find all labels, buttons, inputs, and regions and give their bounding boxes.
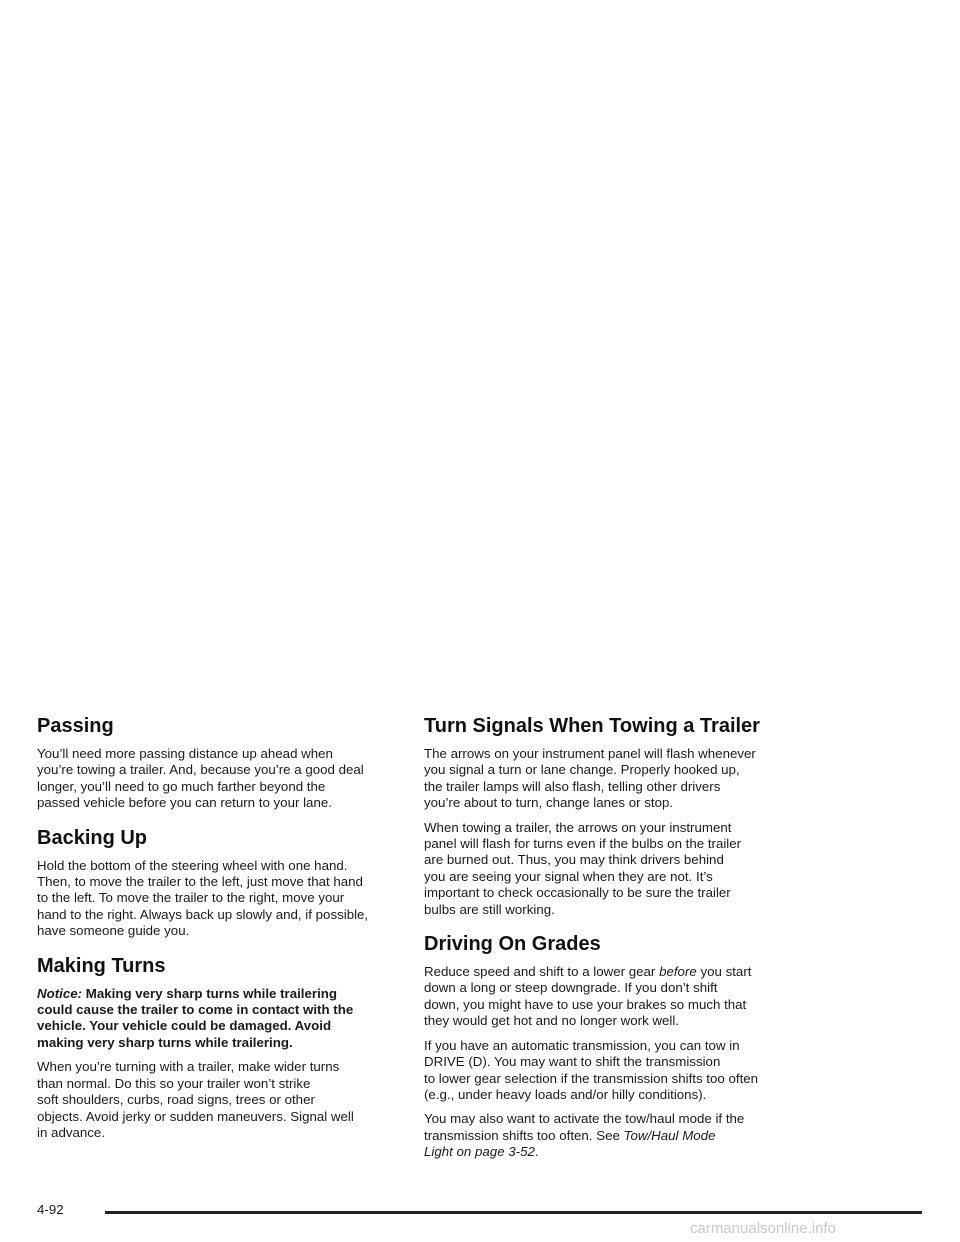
section-backing-up <box>37 826 387 940</box>
left-column <box>37 714 387 1155</box>
grades-para-3-end: . <box>534 1144 539 1160</box>
heading-backing-up: Backing Up <box>37 826 148 849</box>
grades-para-2: If you have an automatic transmission, you can tow in DRIVE (D). You may want to shift the transmission to lower gear selection if the transmission shifts too often (e.g., under heavy loads and/or hilly conditions). <box>424 1037 759 1102</box>
turn-signals-para-1: The arrows on your instrument panel will flash whenever you signal a turn or lane change. Properly hooked up, the trailer lamps will also flash, telling other drivers you’re about to turn, change lanes or stop. <box>424 746 756 811</box>
backing-up-body: Hold the bottom of the steering wheel with one hand. Then, to move the trailer to the left, just move that hand to the left. To move the trailer to the right, move your hand to the right. Always back up slowly and, if possible, have someone guide you. <box>37 857 369 939</box>
grades-para-3 <box>424 1111 784 1160</box>
grades-para-3-start: You may also want to activate the tow/haul mode if the transmission shifts too often. See <box>424 1111 745 1143</box>
tow-haul-reference-link[interactable]: Tow/Haul Mode Light on page 3-52 <box>424 1127 716 1160</box>
heading-passing: Passing <box>37 715 114 737</box>
page-number: 4-92 <box>37 1202 64 1217</box>
section-turn-signals <box>424 714 784 918</box>
right-column <box>424 714 784 1175</box>
turn-signals-para-2: When towing a trailer, the arrows on your instrument panel will flash for turns even if the bulbs on the trailer are burned out. Thus, you may think drivers behind you are seeing your signal when they are not. It’s important to check occasionally to be sure the trailer bulbs are still working. <box>424 819 742 917</box>
section-passing <box>37 714 387 812</box>
section-making-turns <box>37 954 387 1142</box>
footer-rule <box>105 1211 922 1214</box>
notice-paragraph <box>37 986 387 1052</box>
heading-making-turns: Making Turns <box>37 954 166 977</box>
grades-para-1-italic: before <box>659 964 697 980</box>
section-driving-on-grades <box>424 932 784 1160</box>
heading-driving-on-grades: Driving On Grades <box>424 933 601 956</box>
making-turns-body: When you’re turning with a trailer, make wider turns than normal. Do this so your trailer won’t strike soft shoulders, curbs, road signs, trees or other objects. Avoid jerky or sudden maneuvers. Signal well in advance. <box>37 1059 354 1140</box>
passing-body: You’ll need more passing distance up ahead when you’re towing a trailer. And, because you’re a good deal longer, you’ll need to go much farther beyond the passed vehicle before you can return to your lane. <box>37 746 364 811</box>
grades-para-1-end: you start down a long or steep downgrade. If you don’t shift down, you might have to use your brakes so much that they would get hot and no longer work well. <box>424 964 752 1029</box>
notice-text: Making very sharp turns while trailering could cause the trailer to come in contact with the vehicle. Your vehicle could be damaged. Avoid making very sharp turns while trailering. <box>37 985 354 1050</box>
grades-para-1-start: Reduce speed and shift to a lower gear <box>424 964 660 980</box>
notice-label: Notice: <box>37 985 83 1001</box>
watermark: carmanualsonline.info <box>690 1220 836 1237</box>
heading-turn-signals: Turn Signals When Towing a Trailer <box>424 715 760 737</box>
grades-para-1 <box>424 964 784 1030</box>
